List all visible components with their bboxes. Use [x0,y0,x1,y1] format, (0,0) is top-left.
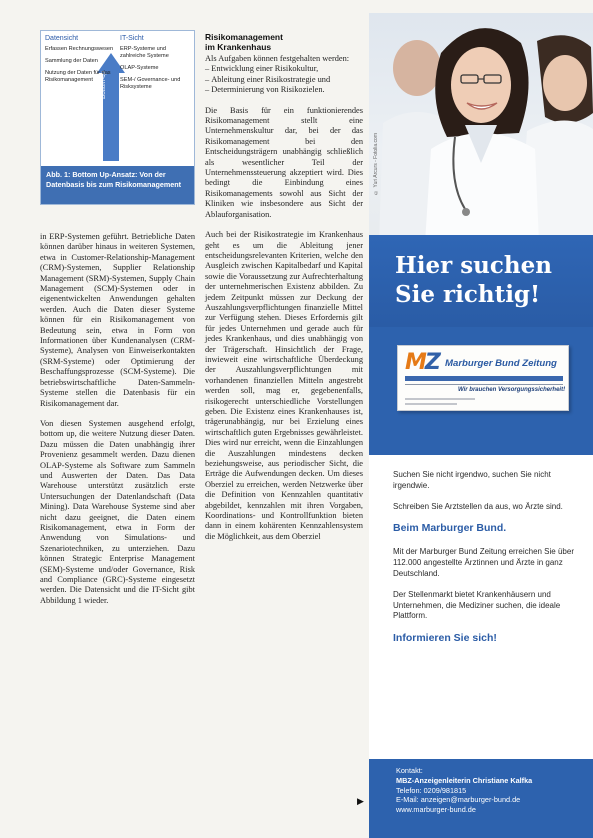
newspaper-headline: Wir brauchen Versorgungssicherheit! [458,387,566,393]
newspaper-title: Marburger Bund Zeitung [445,358,557,369]
ad-paragraph: Mit der Marburger Bund Zeitung erreichen Sie über 112.000 angestellte Ärztinnen und Ärzte in ganz Deutschland. [393,547,574,578]
figure-diagram [41,31,194,166]
figure-left-heading: Datensicht [45,35,79,42]
ad-headline [395,251,585,309]
figure-left-item: Sammlung der Daten [45,58,98,64]
article-left-column [40,232,195,616]
figure-right-item: SEM-/ Governance- und Risksysteme [120,77,181,90]
ad-paragraph: Suchen Sie nicht irgendwo, suchen Sie nicht irgendwie. [393,470,551,490]
ad-headline-banner [369,235,593,327]
article-middle-column [205,32,363,552]
contact-website[interactable]: www.marburger-bund.de [396,805,476,815]
contact-name: MBZ-Anzeigenleiterin Christiane Kalfka [396,775,533,785]
paragraph-intro: Als Aufgaben können festgehalten werden: [205,54,350,63]
doctors-illustration [369,13,593,243]
paragraph: Von diesen Systemen ausgehend erfolgt, bottom up, die weitere Nutzung dieser Daten. Dazu müssen die Daten unabhängig ihrer Provenienz gesammelt werden. Dazu dienen OLAP-Systeme als Software zum Sammeln und Auswerten der Daten. Das Data Warehouse unterstützt zusätzlich erste Untersuchungen der Datenlandschaft (Data Mining). Data Warehouse Systeme sind aber nicht dazu geeignet, die Daten einem Risikomanagement, etwa in Form der Anwendung von Simulations- und Szenariotechniken, zu unterziehen. Dazu können Strategic Enterprise Management (SEM)-Systeme und/oder Governance, Risk and Compliance (GRC)-Systeme eingesetzt werden. Die Datensicht und die IT-Sicht gibt Abbildung 1 wieder. [40,418,195,605]
list-item: – Determinierung von Risikozielen. [205,85,363,95]
task-list [205,64,363,95]
mbz-logo [405,350,439,375]
section-heading [205,32,363,52]
list-item: – Entwicklung einer Risikokultur, [205,64,363,74]
ad-call-to-action: Informieren Sie sich! [393,632,497,645]
advertisement-marburger-bund[interactable] [369,13,593,838]
doctors-photo [369,13,593,243]
ad-subheading: Beim Marburger Bund. [393,522,507,535]
logo-m: M [405,350,425,375]
ad-headline-line2: Sie richtig! [395,281,541,308]
figure-it-view [120,35,190,96]
newspaper-text-line [405,398,475,400]
logo-z: Z [424,350,439,375]
section-heading-line2: im Krankenhaus [205,42,272,52]
arrow-label: Bottom-up [101,71,107,99]
figure-bottom-up [40,30,195,205]
newspaper-divider [405,384,563,385]
section-heading-line1: Risikomanagement [205,32,283,42]
newspaper-text-line [405,403,457,405]
figure-caption: Abb. 1: Bottom Up-Ansatz: Von der Datenbasis bis zum Risikomanagement [41,166,194,204]
paragraph: in ERP-Systemen geführt. Betriebliche Daten können darüber hinaus in weiteren Systemen, etwa in Customer-Relationship-Management (CRM)-Systemen, Supplier Relationship Management (SRM)-Systemen, Supply Chain Management (SCM)-Systemen oder in eigenentwickelten Anwendungen gehalten werden. Auch die Daten dieser Systeme können für ein Risikomanagement von Bedeutung sein, etwa in Form von Informationen über Kundenanalysen (CRM-Systeme), Analysen von Einweiserkontakten (SRM-Systeme) oder Optimierung der Beschaffungsprozesse (SCM-Systeme). Die betriebswirtschaftliche Daten-Sammeln-Systeme stellen die Datenbasis für ein Risikomanagement dar. [40,232,195,408]
paragraph: Auch bei der Risikostrategie im Krankenhaus geht es um die Ableitung jener entscheidungsrelevanten Kriterien, welche den Ausgleich zwischen Kapitalbedarf und Kapital sowie die Voraussetzung zur Aufrechterhaltung der unternehmerischen Existenz abbilden. Zu jedem Zeitpunkt müssen zur Deckung der Auszahlungsverpflichtungen finanzielle Mittel zur Verfügung stehen. Dieses Erfordernis gilt für jedes Unternehmen und gerade auch für jedes Krankenhaus, und dies unabhängig von der Trägerschaft. Hinsichtlich der Frage, inwieweit eine wirtschaftliche Überdeckung der Auszahlungsverpflichtungen mit vorhandenen finanziellen Mitteln angestrebt werden soll, mag er, gegebenenfalls, risikogerecht unterschiedliche Vorstellungen geben. Die Existenz eines Krankenhauses ist, trägerunabhängig, nur bei Erzielung eines wirtschaftlich guten Ergebnisses gewährleistet. Dies wird nur erreicht, wenn die Einzahlungen die Auszahlungen mindestens decken beziehungsweise, aus periodischer Sicht, die Erträge die Aufwendungen decken. Um dieses Oberziel zu erreichen, werden Netzwerke über die Definition von Kennzahlen quantitativ abgebildet, kennzahlen mit ihren Vorgaben, Koordinations- und Kontrollfunktion bieten dann in einem kohärenten Kennzahlensystem die Möglichkeit, aus dem Oberziel [205,230,363,541]
contact-label: Kontakt: [396,766,423,775]
figure-left-item: Nutzung der Daten für das Risikomanagement [45,70,111,83]
contact-phone: Telefon: 0209/981815 [396,785,467,795]
ad-paragraph: Schreiben Sie Arztstellen da aus, wo Ärzte sind. [393,501,563,511]
figure-left-item: Erfassen Rechnungswesen [45,46,114,52]
ad-paragraph: Der Stellenmarkt bietet Krankenhäusern und Unternehmen, die Mediziner suchen, die ideale Plattform. [393,589,561,621]
ad-body [393,470,583,645]
paragraph: Die Basis für ein funktionierendes Risikomanagement stellt eine Unternehmenskultur dar, bei der das Risikomanagement bei den Entscheidungsträgern unabhängig schließlich als wesentlicher Teil der Unternehmenssteuerung akzeptiert wird. Dies bedingt die Einbindung eines Risikomanagements sowohl aus Sicht der Kliniken wie insbesondere aus Sicht der Ablauforganisation. [205,105,363,219]
newspaper-strip [405,376,563,381]
continue-arrow-icon: ▶ [357,796,364,806]
figure-right-heading: IT-Sicht [120,35,144,42]
ad-contact-box [369,759,593,838]
contact-email[interactable]: E-Mail: anzeigen@marburger-bund.de [396,795,521,805]
list-item: – Ableitung einer Risikostrategie und [205,75,363,85]
ad-newspaper-panel [369,327,593,455]
photo-credit: © Yuri Arcurs - Fotolia.com [373,133,379,195]
figure-data-view [45,35,115,89]
figure-right-item: ERP-Systeme und zahlreiche Systeme [120,46,169,59]
figure-right-item: OLAP-Systeme [120,65,159,71]
newspaper-thumbnail [397,345,569,411]
ad-headline-line1: Hier suchen [395,252,552,279]
